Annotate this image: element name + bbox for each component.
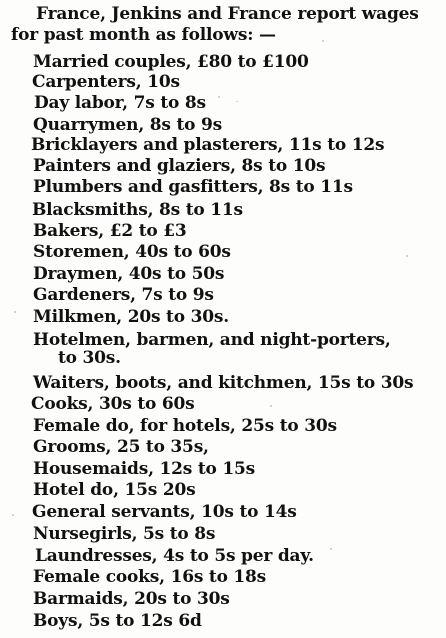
wage-item: Storemen, 40s to 60s [33, 242, 231, 262]
wage-item: Plumbers and gasfitters, 8s to 11s [33, 177, 353, 197]
wage-item: Housemaids, 12s to 15s [33, 459, 255, 479]
wage-item: Painters and glaziers, 8s to 10s [33, 156, 326, 176]
print-speck [12, 514, 14, 516]
print-speck [322, 40, 324, 42]
wage-item: Waiters, boots, and kitchmen, 15s to 30s [33, 373, 414, 393]
wage-item: Blacksmiths, 8s to 11s [32, 200, 243, 220]
wage-item: Gardeners, 7s to 9s [33, 285, 214, 305]
wage-item: Married couples, £80 to £100 [33, 52, 309, 72]
print-speck [406, 255, 408, 257]
wage-item-continuation: to 30s. [58, 348, 121, 368]
wage-item: Hotel do, 15s 20s [33, 480, 196, 500]
wage-item: Female cooks, 16s to 18s [33, 567, 267, 587]
wage-item: Bakers, £2 to £3 [33, 221, 187, 241]
intro-line-2: for past month as follows: — [11, 25, 276, 45]
print-speck [330, 548, 332, 550]
wage-item: Bricklayers and plasterers, 11s to 12s [31, 135, 385, 155]
print-speck [218, 96, 220, 98]
print-speck [270, 405, 272, 407]
wage-item: Barmaids, 20s to 30s [33, 589, 230, 609]
wage-item: Laundresses, 4s to 5s per day. [35, 546, 314, 566]
wage-item: Nursegirls, 5s to 8s [33, 524, 216, 544]
print-speck [236, 101, 238, 102]
wage-item: Draymen, 40s to 50s [33, 264, 225, 284]
wage-item: Carpenters, 10s [32, 72, 180, 92]
wage-item: Grooms, 25 to 35s, [33, 437, 209, 457]
wage-item: Female do, for hotels, 25s to 30s [33, 416, 337, 436]
wage-item: Day labor, 7s to 8s [34, 93, 206, 113]
wage-item: Hotelmen, barmen, and night-porters, [33, 330, 391, 350]
wage-item: Quarrymen, 8s to 9s [33, 115, 223, 135]
wage-item: General servants, 10s to 14s [32, 502, 297, 522]
print-speck [14, 311, 16, 313]
wage-item: Cooks, 30s to 60s [31, 394, 195, 414]
wage-item: Milkmen, 20s to 30s. [33, 307, 229, 327]
intro-line-1: France, Jenkins and France report wages [36, 4, 419, 24]
wage-item: Boys, 5s to 12s 6d [33, 611, 202, 631]
